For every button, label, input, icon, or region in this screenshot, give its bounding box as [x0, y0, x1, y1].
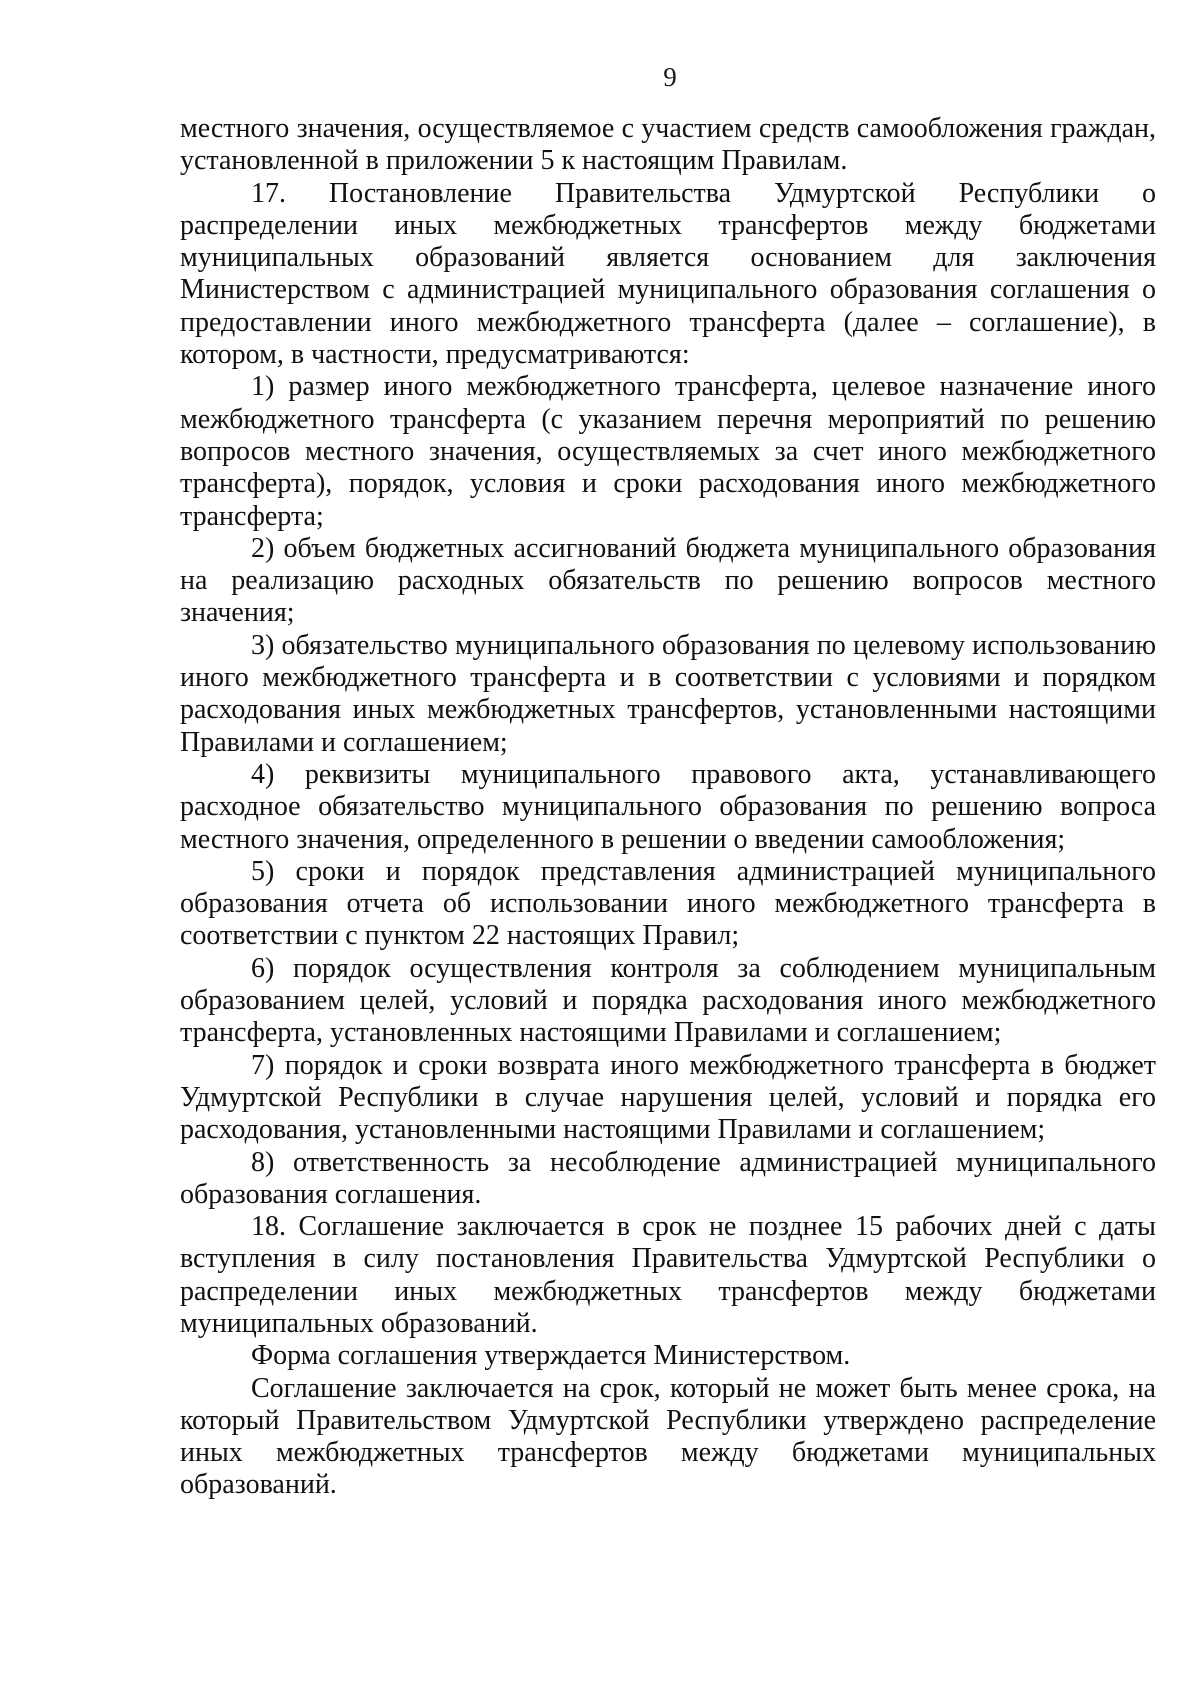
page-number: 9 — [663, 62, 677, 92]
paragraph-subitem-8: 8) ответственность за несоблюдение администрацией муниципального образования соглашения. — [180, 1146, 1156, 1210]
paragraph-agreement-form: Форма соглашения утверждается Министерством. — [251, 1340, 851, 1372]
paragraph-agreement-term: Соглашение заключается на срок, который не может быть менее срока, на который Правительством Удмуртской Республики утверждено распределение иных межбюджетных трансфертов между бюджетами муниципальных образований. — [180, 1372, 1156, 1501]
paragraph-subitem-6: 6) порядок осуществления контроля за соблюдением муниципальным образованием целей, условий и порядка расходования иного межбюджетного трансферта, установленных настоящими Правилами и соглашением; — [180, 952, 1156, 1049]
paragraph-subitem-3: 3) обязательство муниципального образования по целевому использованию иного межбюджетного трансферта и в соответствии с условиями и порядком расходования иных межбюджетных трансфертов, установленными настоящими Правилами и соглашением; — [180, 629, 1156, 758]
paragraph-subitem-5: 5) сроки и порядок представления администрацией муниципального образования отчета об использовании иного межбюджетного трансферта в соответствии с пунктом 22 настоящих Правил; — [180, 855, 1156, 952]
paragraph-subitem-7: 7) порядок и сроки возврата иного межбюджетного трансферта в бюджет Удмуртской Республики в случае нарушения целей, условий и порядка его расходования, установленными настоящими Правилами и соглашением; — [180, 1049, 1156, 1146]
paragraph-item-17: 17. Постановление Правительства Удмуртской Республики о распределении иных межбюджетных трансфертов между бюджетами муниципальных образований является основанием для заключения Министерством с администрацией муниципального образования соглашения о предоставлении иного межбюджетного трансферта (далее – соглашение), в котором, в частности, предусматриваются: — [180, 177, 1156, 371]
paragraph-subitem-1: 1) размер иного межбюджетного трансферта, целевое назначение иного межбюджетного трансферта (с указанием перечня мероприятий по решению вопросов местного значения, осуществляемых за счет иного межбюджетного трансферта), порядок, условия и сроки расходования иного межбюджетного трансферта; — [180, 371, 1156, 532]
paragraph-item-18: 18. Соглашение заключается в срок не позднее 15 рабочих дней с даты вступления в силу постановления Правительства Удмуртской Республики о распределении иных межбюджетных трансфертов между бюджетами муниципальных образований. — [180, 1211, 1156, 1339]
paragraph-subitem-2: 2) объем бюджетных ассигнований бюджета муниципального образования на реализацию расходных обязательств по решению вопросов местного значения; — [180, 532, 1156, 629]
document-body — [180, 113, 1156, 1502]
paragraph-continuation: местного значения, осуществляемое с участием средств самообложения граждан, установленной в приложении 5 к настоящим Правилам. — [180, 113, 1156, 177]
paragraph-subitem-4: 4) реквизиты муниципального правового акта, устанавливающего расходное обязательство муниципального образования по решению вопроса местного значения, определенного в решении о введении самообложения; — [180, 758, 1156, 855]
